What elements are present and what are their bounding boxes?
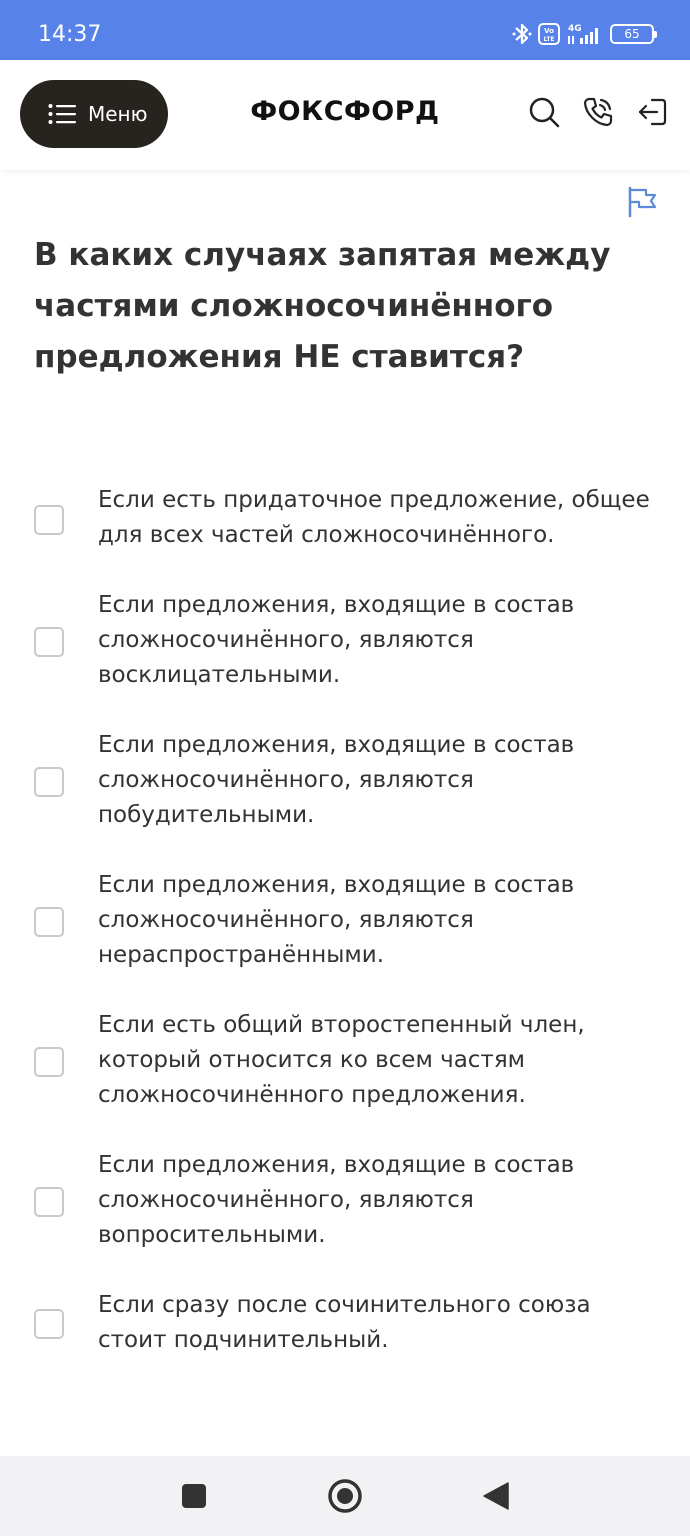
- answer-option-text: Если предложения, входящие в состав сложносочинённого, являются побудительными.: [98, 732, 575, 828]
- app-header: [0, 60, 690, 170]
- svg-text:Vo: Vo: [544, 27, 554, 35]
- answer-option-text: Если сразу после сочинительного союза стоит подчинительный.: [98, 1292, 591, 1353]
- question-text: В каких случаях запятая между частями сложносочинённого предложения НЕ ставится?: [34, 237, 611, 375]
- answer-checkbox[interactable]: [34, 1187, 64, 1217]
- answer-checkbox[interactable]: [34, 1047, 64, 1077]
- answer-option-text: Если предложения, входящие в состав сложносочинённого, являются вопросительными.: [98, 1152, 575, 1248]
- logo[interactable]: ФОКСФОРД: [250, 96, 440, 127]
- back-button[interactable]: [482, 1481, 510, 1511]
- menu-label: Меню: [88, 102, 148, 126]
- system-nav-bar: [0, 1456, 690, 1536]
- status-icons: [512, 21, 654, 47]
- search-icon[interactable]: [528, 96, 560, 128]
- battery-icon: [610, 24, 654, 44]
- status-time: 14:37: [38, 22, 102, 47]
- answer-checkbox[interactable]: [34, 1309, 64, 1339]
- answer-option-text: Если есть придаточное предложение, общее для всех частей сложносочинённого.: [98, 487, 650, 548]
- flag-icon[interactable]: [626, 186, 658, 218]
- bluetooth-icon: [512, 21, 532, 47]
- answer-option-text: Если предложения, входящие в состав сложносочинённого, являются нераспространёнными.: [98, 872, 575, 968]
- network-label: 4G: [568, 24, 582, 34]
- volte-icon: [538, 23, 560, 45]
- home-button[interactable]: [327, 1478, 363, 1514]
- answer-checkbox[interactable]: [34, 767, 64, 797]
- answer-checkbox[interactable]: [34, 907, 64, 937]
- phone-icon[interactable]: [582, 96, 614, 128]
- answer-checkbox[interactable]: [34, 627, 64, 657]
- signal-icon: [566, 22, 604, 46]
- answer-option-text: Если предложения, входящие в состав сложносочинённого, являются восклицательными.: [98, 592, 575, 688]
- recents-button[interactable]: [181, 1483, 207, 1509]
- battery-level: 65: [624, 27, 640, 41]
- header-actions: [528, 96, 668, 128]
- status-bar: [0, 0, 690, 60]
- answer-option-text: Если есть общий второстепенный член, который относится ко всем частям сложносочинённого предложения.: [98, 1012, 585, 1108]
- logout-icon[interactable]: [636, 96, 668, 128]
- answer-checkbox[interactable]: [34, 505, 64, 535]
- svg-text:LTE: LTE: [543, 36, 555, 43]
